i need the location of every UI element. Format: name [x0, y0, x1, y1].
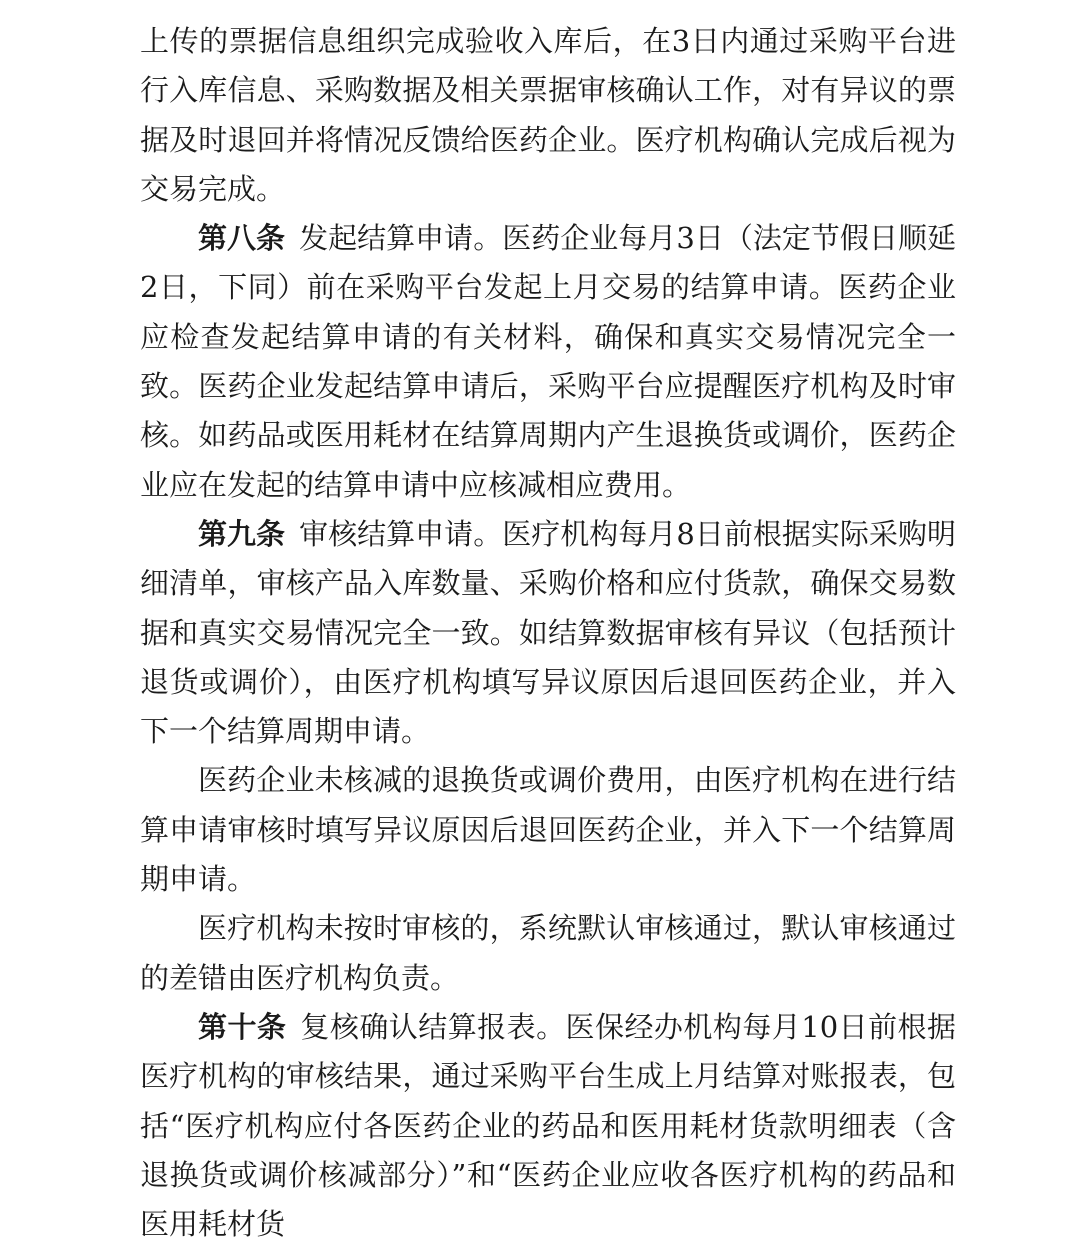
article-heading: 第九条 [198, 516, 286, 551]
paragraph-text: 发起结算申请。医药企业每月3日（法定节假日顺延2日，下同）前在采购平台发起上月交易的结算申请。医药企业应检查发起结算申请的有关材料，确保和真实交易情况完全一致。医药企业发起结算申请后，采购平台应提醒医疗机构及时审核。如药品或医用耗材在结算周期内产生退换货或调价，医药企业应在发起的结算申请中应核减相应费用。 [140, 221, 956, 502]
paragraph-text: 复核确认结算报表。医保经办机构每月10日前根据医疗机构的审核结果，通过采购平台生成上月结算对账报表，包括“医疗机构应付各医药企业的药品和医用耗材货款明细表（含退换货或调价核减部分）”和“医药企业应收各医疗机构的药品和医用耗材货 [140, 1009, 956, 1242]
article-8-paragraph [140, 214, 956, 510]
paragraph-text: 医药企业未核减的退换货或调价费用，由医疗机构在进行结算申请审核时填写异议原因后退回医药企业，并入下一个结算周期申请。 [140, 763, 956, 897]
article-heading: 第十条 [198, 1009, 287, 1044]
article-10-paragraph [140, 1003, 956, 1249]
document-body [140, 17, 956, 1249]
paragraph-text: 审核结算申请。医疗机构每月8日前根据实际采购明细清单，审核产品入库数量、采购价格和应付货款，确保交易数据和真实交易情况完全一致。如结算数据审核有异议（包括预计退货或调价），由医疗机构填写异议原因后退回医药企业，并入下一个结算周期申请。 [140, 516, 956, 749]
article-9-paragraph [140, 510, 956, 756]
article-heading: 第八条 [198, 221, 286, 256]
paragraph [140, 756, 956, 904]
paragraph-continuation [140, 17, 956, 214]
paragraph [140, 904, 956, 1003]
paragraph-text: 医疗机构未按时审核的，系统默认审核通过，默认审核通过的差错由医疗机构负责。 [140, 911, 956, 995]
paragraph-text: 上传的票据信息组织完成验收入库后，在3日内通过采购平台进行入库信息、采购数据及相关票据审核确认工作，对有异议的票据及时退回并将情况反馈给医药企业。医疗机构确认完成后视为交易完成。 [140, 24, 956, 206]
